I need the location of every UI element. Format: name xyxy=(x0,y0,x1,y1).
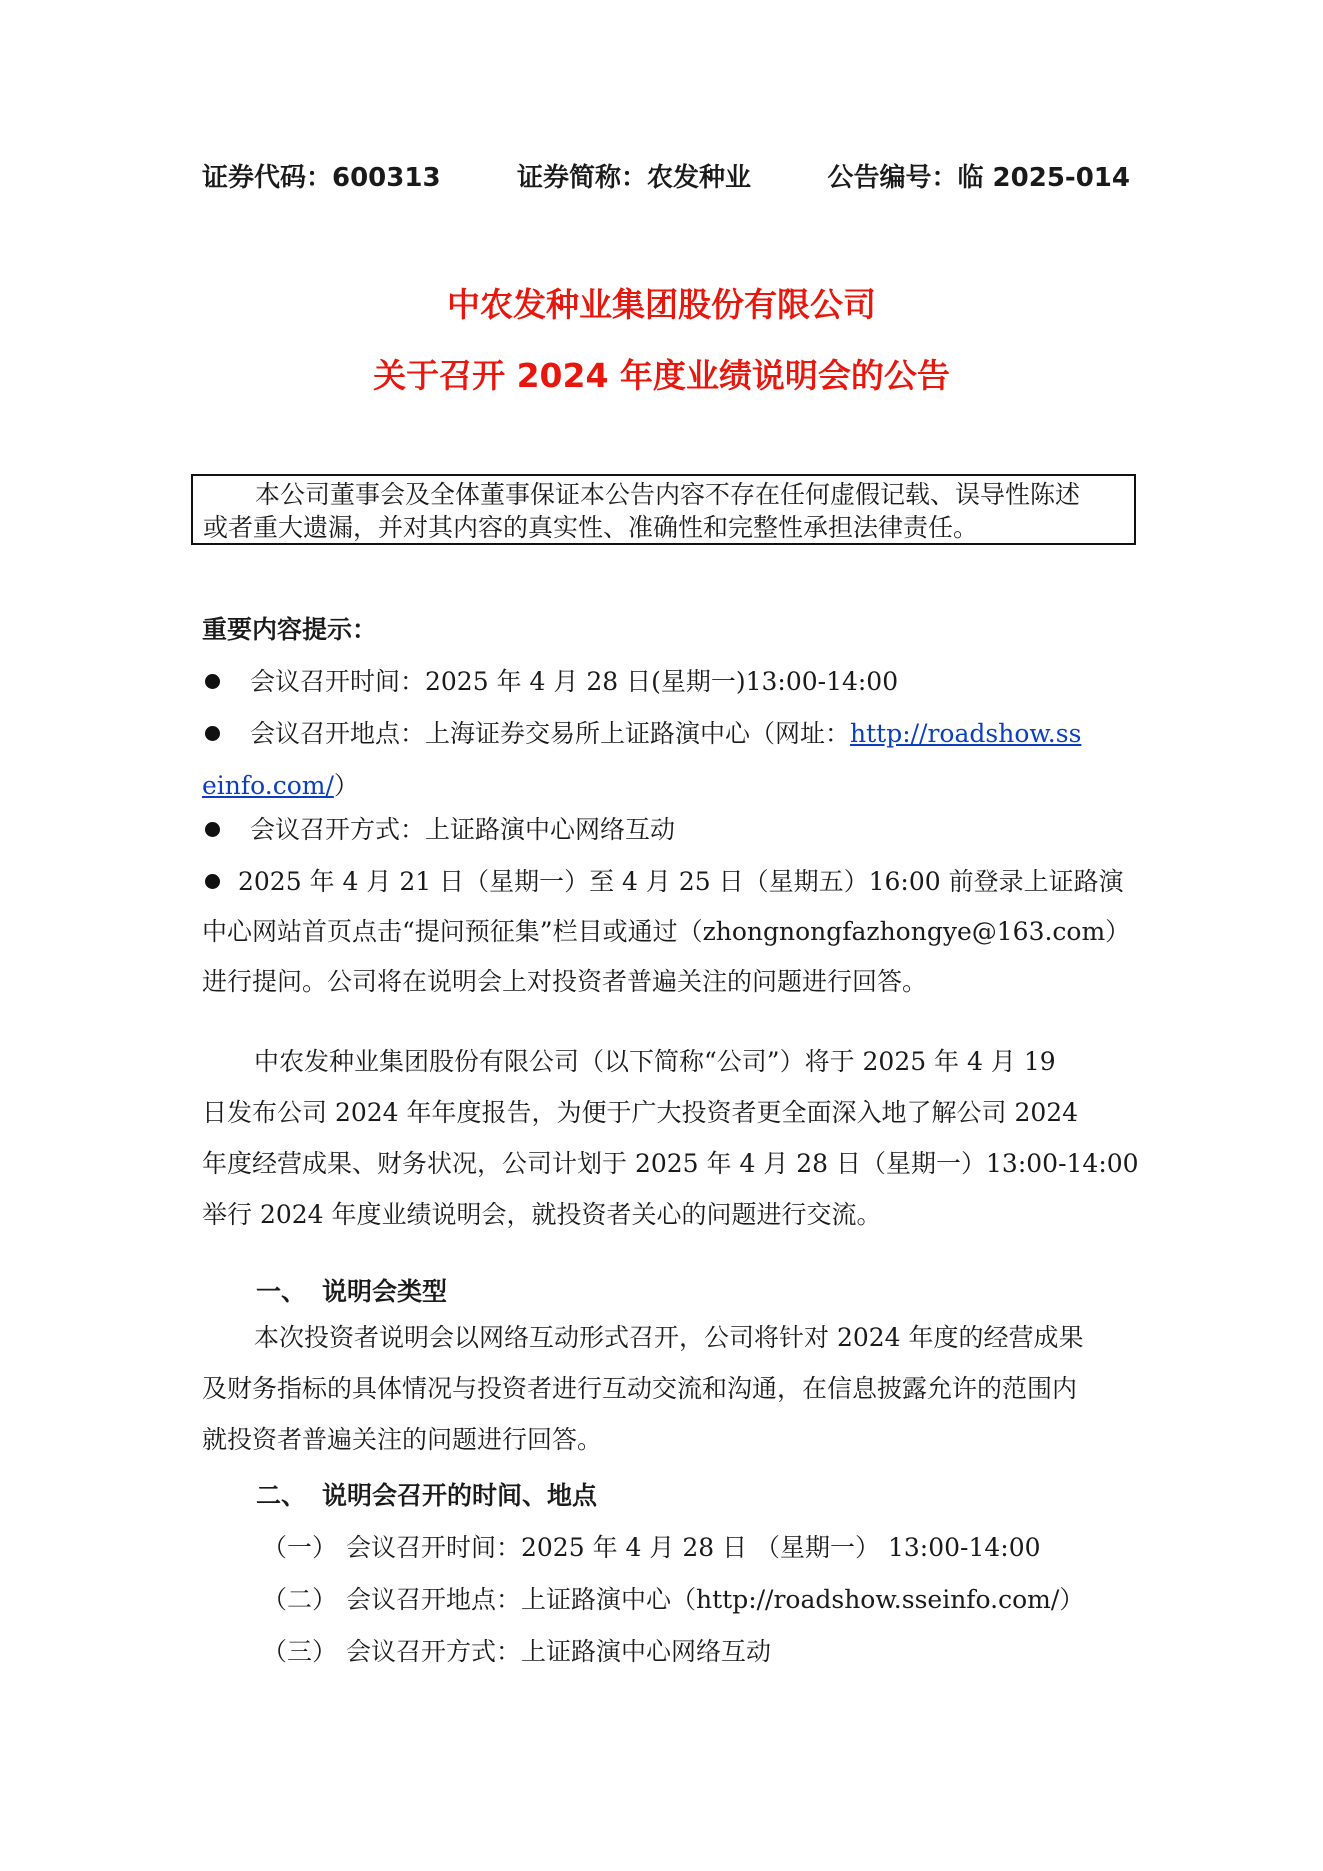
highlight-item-time: 会议召开时间：2025 年 4 月 28 日(星期一)13:00-14:00 xyxy=(202,656,1130,708)
highlight-item-method: 会议召开方式：上证路演中心网络互动 xyxy=(202,804,1130,856)
bullet-icon xyxy=(205,726,220,741)
stock-abbreviation: 证券简称：农发种业 xyxy=(517,163,752,193)
section-1-heading: 一、 说明会类型 xyxy=(256,1277,448,1306)
intro-line: 年度经营成果、财务状况，公司计划于 2025 年 4 月 28 日（星期一）13:00-14:00 xyxy=(202,1149,1139,1178)
highlights-section xyxy=(202,604,1130,1008)
highlights-heading: 重要内容提示： xyxy=(202,615,378,644)
section-1-body xyxy=(202,1312,1130,1465)
intro-line: 举行 2024 年度业绩说明会，就投资者关心的问题进行交流。 xyxy=(202,1200,882,1229)
highlight-item-location: 会议召开地点：上海证券交易所上证路演中心（网址：http://roadshow.ss xyxy=(202,708,1130,760)
bullet-icon xyxy=(205,874,220,889)
highlight-item-questions-line3: 进行提问。公司将在说明会上对投资者普遍关注的问题进行回答。 xyxy=(202,967,928,996)
highlight-item-location-cont: einfo.com/） xyxy=(202,771,359,800)
disclaimer-box xyxy=(191,474,1136,545)
announcement-number: 公告编号：临 2025-014 xyxy=(827,163,1130,193)
section-2-heading: 二、 说明会召开的时间、地点 xyxy=(256,1481,598,1510)
disclaimer-line-2: 或者重大遗漏，并对其内容的真实性、准确性和完整性承担法律责任。 xyxy=(203,513,979,542)
section-2-item-location: （二） 会议召开地点：上证路演中心（http://roadshow.sseinfo.com/） xyxy=(262,1585,1085,1614)
stock-code: 证券代码：600313 xyxy=(202,163,441,193)
title-subject: 关于召开 2024 年度业绩说明会的公告 xyxy=(373,356,950,395)
intro-line: 日发布公司 2024 年年度报告，为便于广大投资者更全面深入地了解公司 2024 xyxy=(202,1098,1079,1127)
bullet-icon xyxy=(205,822,220,837)
section-1-line: 本次投资者说明会以网络互动形式召开，公司将针对 2024 年度的经营成果 xyxy=(254,1323,1084,1352)
header-row xyxy=(202,160,1130,196)
roadshow-link-cont[interactable]: einfo.com/ xyxy=(202,771,334,800)
intro-paragraph xyxy=(202,1036,1139,1240)
highlight-item-questions-line2: 中心网站首页点击“提问预征集”栏目或通过（zhongnongfazhongye@163.com） xyxy=(202,917,1131,946)
intro-line: 中农发种业集团股份有限公司（以下简称“公司”）将于 2025 年 4 月 19 xyxy=(254,1047,1056,1076)
title-company: 中农发种业集团股份有限公司 xyxy=(447,285,876,324)
section-2-item-method: （三） 会议召开方式：上证路演中心网络互动 xyxy=(262,1637,772,1666)
section-2-item-time: （一） 会议召开时间：2025 年 4 月 28 日 （星期一） 13:00-14:00 xyxy=(262,1533,1041,1562)
section-1-line: 及财务指标的具体情况与投资者进行互动交流和沟通，在信息披露允许的范围内 xyxy=(202,1374,1078,1403)
roadshow-link[interactable]: http://roadshow.ss xyxy=(850,719,1082,748)
section-1-line: 就投资者普遍关注的问题进行回答。 xyxy=(202,1425,603,1454)
highlight-item-questions: 2025 年 4 月 21 日（星期一）至 4 月 25 日（星期五）16:00 前登录上证路演 xyxy=(202,856,1130,908)
disclaimer-line-1: 本公司董事会及全体董事保证本公告内容不存在任何虚假记载、误导性陈述 xyxy=(255,480,1081,509)
bullet-icon xyxy=(205,674,220,689)
